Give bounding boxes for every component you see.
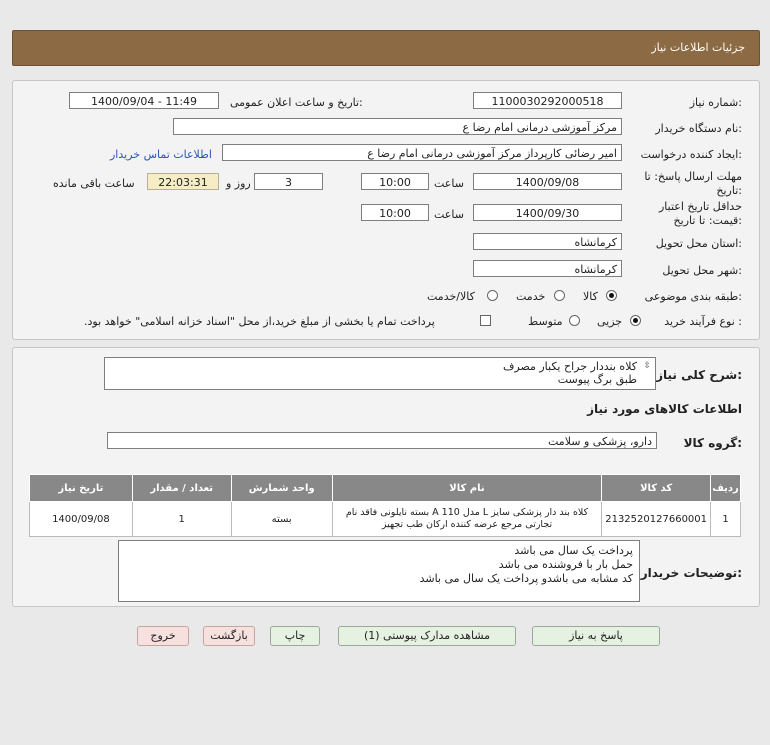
buyer-notes-line-1: پرداخت یک سال می باشد [514,544,633,557]
treasury-note: پرداخت تمام یا بخشی از مبلغ خرید،از محل "اسناد خزانه اسلامی" خواهد بود. [84,315,435,328]
need-number-label: شماره نیاز: [689,96,742,109]
col-qty: تعداد / مقدار [132,475,231,502]
back-button[interactable]: بازگشت [203,626,255,646]
goods-group-field: دارو، پزشکی و سلامت [107,432,657,449]
buyer-notes-line-2: حمل بار با فروشنده می باشد [498,558,633,571]
goods-table-header [30,475,741,502]
process-label: نوع فرآیند خرید : [664,315,742,328]
days-field: 3 [254,173,323,190]
description-box [104,357,656,390]
city-label: شهر محل تحویل: [662,264,742,277]
col-date: تاریخ نیاز [30,475,133,502]
category-radio-goods-service[interactable] [487,290,498,301]
process-radio-minor[interactable] [630,315,641,326]
col-unit: واحد شمارش [231,475,332,502]
buyer-notes-label: توضیحات خریدار: [640,566,742,580]
buyer-org-label: نام دستگاه خریدار: [655,122,742,135]
buyer-contact-link[interactable]: اطلاعات تماس خریدار [110,148,212,161]
buyer-notes-line-3: کد مشابه می باشدو پرداخت یک سال می باشد [419,572,633,585]
category-radio-goods[interactable] [606,290,617,301]
process-option-medium: متوسط [528,315,563,328]
goods-table [29,474,741,537]
validity-date-field: 1400/09/30 [473,204,622,221]
deadline-time-field: 10:00 [361,173,429,190]
print-button[interactable]: چاپ [270,626,320,646]
announce-label: تاریخ و ساعت اعلان عمومی: [230,96,363,109]
page-title: جزئیات اطلاعات نیاز [651,41,745,54]
province-label: استان محل تحویل: [655,237,742,250]
deadline-date-field: 1400/09/08 [473,173,622,190]
category-option-goods: کالا [583,290,598,303]
validity-label [659,200,742,228]
process-option-minor: جزیی [597,315,623,328]
cell-qty: 1 [132,502,231,537]
buyer-org-field: مرکز آموزشی درمانی امام رضا ع [173,118,622,135]
table-row [30,502,741,537]
validity-time-label: ساعت [434,208,464,221]
category-radio-service[interactable] [554,290,565,301]
cell-code: 2132520127660001 [602,502,711,537]
validity-label-line1: حداقل تاریخ اعتبار [658,200,742,213]
description-line-1: کلاه بنددار جراح یکبار مصرف [502,360,637,373]
goods-section-title: اطلاعات کالاهای مورد نیاز [587,402,742,416]
validity-label-line2: قیمت: تا تاریخ: [673,214,742,227]
cell-unit: بسته [231,502,332,537]
description-label: شرح کلی نیاز: [656,368,742,382]
process-radio-medium[interactable] [569,315,580,326]
city-field: کرمانشاه [473,260,622,277]
province-field: کرمانشاه [473,233,622,250]
creator-label: ایجاد کننده درخواست: [640,148,742,161]
category-label: طبقه بندی موضوعی: [644,290,742,303]
reply-button[interactable]: پاسخ به نیاز [532,626,660,646]
creator-field: امیر رضائی کارپرداز مرکز آموزشی درمانی امام رضا ع [222,144,622,161]
page-header [12,30,760,66]
description-line-2: طبق برگ پیوست [557,373,637,386]
announce-field: 1400/09/04 - 11:49 [69,92,219,109]
col-code: کد کالا [602,475,711,502]
cell-date: 1400/09/08 [30,502,133,537]
deadline-label-line2: تاریخ: [716,184,742,197]
deadline-time-label: ساعت [434,177,464,190]
cell-row: 1 [711,502,741,537]
goods-group-label: گروه کالا: [683,436,742,450]
category-option-goods-service: کالا/خدمت [427,290,475,303]
attachments-button[interactable]: مشاهده مدارک پیوستی (1) [338,626,516,646]
resize-icon: ⇳ [643,361,651,371]
category-option-service: خدمت [516,290,546,303]
col-name: نام کالا [332,475,601,502]
remaining-time-field: 22:03:31 [147,173,219,190]
treasury-checkbox[interactable] [480,315,491,326]
cell-name: کلاه بند دار پزشکی سایز L مدل A 110 بسته نایلونی فاقد نام تجارتی مرجع عرضه کننده ارکان طب تجهیز [332,502,601,537]
deadline-label [644,170,742,198]
col-row: ردیف [711,475,741,502]
validity-time-field: 10:00 [361,204,429,221]
days-label: روز و [226,177,251,190]
remaining-label: ساعت باقی مانده [53,177,135,190]
deadline-label-line1: مهلت ارسال پاسخ: تا [644,170,742,183]
exit-button[interactable]: خروج [137,626,189,646]
buyer-notes-box [118,540,640,602]
need-number-field: 1100030292000518 [473,92,622,109]
